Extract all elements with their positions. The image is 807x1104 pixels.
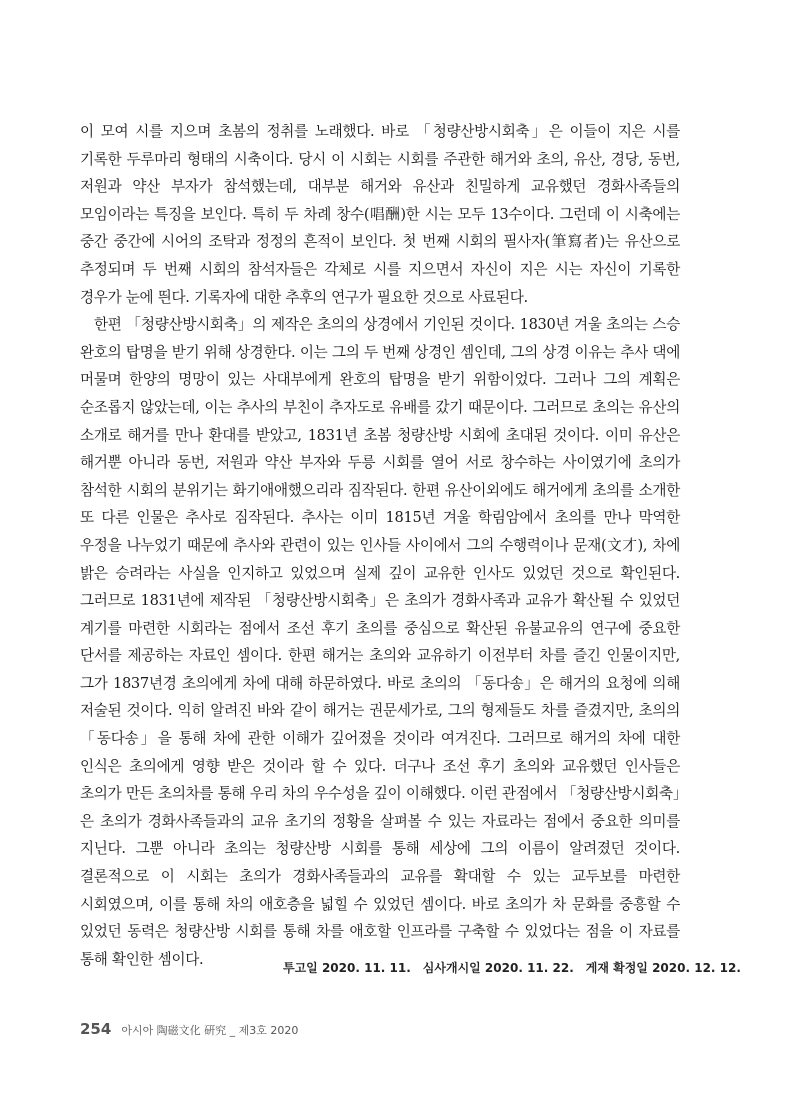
- page-number: 254: [80, 1020, 112, 1038]
- received-date: 투고일 2020. 11. 11.: [283, 961, 411, 975]
- article-body: [80, 118, 680, 973]
- journal-title: 아시아 陶磁文化 硏究 _ 제3호 2020: [121, 1024, 299, 1037]
- confirmed-date: 게재 확정일 2020. 12. 12.: [585, 961, 741, 975]
- review-date: 심사개시일 2020. 11. 22.: [422, 961, 574, 975]
- paragraph-2: 한편 「청량산방시회축」의 제작은 초의의 상경에서 기인된 것이다. 1830년 겨울 초의는 스승 완호의 탑명을 받기 위해 상경한다. 이는 그의 두 번째 상경인 셈인데, 그의 상경 이유는 추사 댁에 머물며 한양의 명망이 있는 사대부에게 완호의 탑명을 받기 위함이었다. 그러나 그의 계획은 순조롭지 않았는데, 이는 추사의 부친이 추자도로 유배를 갔기 때문이다. 그러므로 초의는 유산의 소개로 해거를 만나 환대를 받았고, 1831년 초봄 청량산방 시회에 초대된 것이다. 이미 유산은 해거뿐 아니라 동번, 저원과 약산 부자와 두릉 시회를 열어 서로 창수하는 사이였기에 초의가 참석한 시회의 분위기는 화기애애했으리라 짐작된다. 한편 유산이외에도 해거에게 초의를 소개한 또 다른 인물은 추사로 짐작된다. 추사는 이미 1815년 겨울 학림암에서 초의를 만나 막역한 우정을 나누었기 때문에 추사와 관련이 있는 인사들 사이에서 그의 수행력이나 문재(文才), 차에 밝은 승려라는 사실을 인지하고 있었으며 실제 깊이 교유한 인사도 있었던 것으로 확인된다. 그러므로 1831년에 제작된 「청량산방시회축」은 초의가 경화사족과 교유가 확산될 수 있었던 계기를 마련한 시회라는 점에서 조선 후기 초의를 중심으로 확산된 유불교유의 연구에 중요한 단서를 제공하는 자료인 셈이다. 한편 해거는 초의와 교유하기 이전부터 차를 즐긴 인물이지만, 그가 1837년경 초의에게 차에 대해 하문하였다. 바로 초의의 「동다송」은 해거의 요청에 의해 저술된 것이다. 익히 알려진 바와 같이 해거는 권문세가로, 그의 형제들도 차를 즐겼지만, 초의의 「동다송」을 통해 차에 관한 이해가 깊어졌을 것이라 여겨진다. 그러므로 해거의 차에 대한 인식은 초의에게 영향 받은 것이라 할 수 있다. 더구나 조선 후기 초의와 교유했던 인사들은 초의가 만든 초의차를 통해 우리 차의 우수성을 깊이 이해했다. 이런 관점에서 「청량산방시회축」은 초의가 경화사족들과의 교유 초기의 정황을 살펴볼 수 있는 자료라는 점에서 중요한 의미를 지닌다. 그뿐 아니라 초의는 청량산방 시회를 통해 세상에 그의 이름이 알려졌던 것이다. 결론적으로 이 시회는 초의가 경화사족들과의 교유를 확대할 수 있는 교두보를 마련한 시회였으며, 이를 통해 차의 애호층을 넓힐 수 있었던 셈이다. 바로 초의가 차 문화를 중흥할 수 있었던 동력은 청량산방 시회를 통해 차를 애호할 인프라를 구축할 수 있었다는 점을 이 자료를 통해 확인한 셈이다.: [80, 316, 680, 968]
- paragraph-1: 이 모여 시를 지으며 초봄의 정취를 노래했다. 바로 「청량산방시회축」은 이들이 지은 시를 기록한 두루마리 형태의 시축이다. 당시 이 시회는 시회를 주관한 해거와 초의, 유산, 경당, 동번, 저원과 약산 부자가 참석했는데, 대부분 해거와 유산과 친밀하게 교유했던 경화사족들의 모임이라는 특징을 보인다. 특히 두 차례 창수(唱酬)한 시는 모두 13수이다. 그런데 이 시축에는 중간 중간에 시어의 조탁과 정정의 흔적이 보인다. 첫 번째 시회의 필사자(筆寫者)는 유산으로 추정되며 두 번째 시회의 참석자들은 각체로 시를 지으면서 자신이 지은 시는 자신이 기록한 경우가 눈에 띈다. 기록자에 대한 추후의 연구가 필요한 것으로 사료된다.: [80, 123, 680, 306]
- submission-dates: [283, 960, 741, 976]
- page-footer: [80, 1020, 298, 1038]
